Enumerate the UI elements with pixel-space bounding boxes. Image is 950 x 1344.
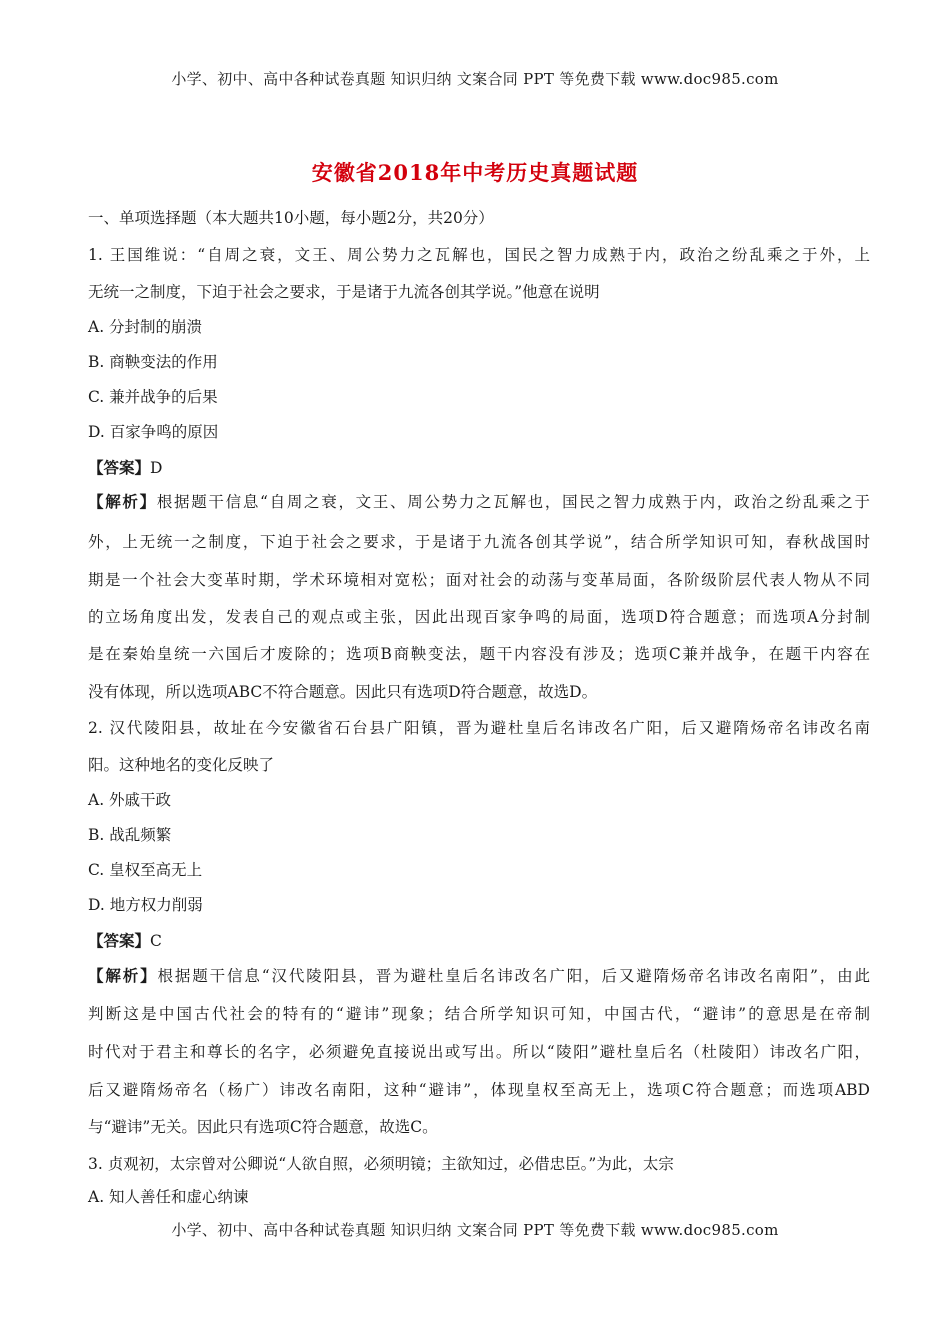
q2-option-a: A. 外戚干政 [88, 791, 172, 809]
q1-stem-line: 1. 王国维说：“自周之衰，文王、周公势力之瓦解也，国民之智力成熟于内，政治之纷乱乘之于外，上 [88, 246, 870, 264]
q1-answer [88, 458, 162, 478]
analysis-tag: 【解析】 [88, 966, 158, 985]
q1-option-d: D. 百家争鸣的原因 [88, 423, 219, 441]
q1-analysis-line [88, 492, 870, 512]
answer-tag: 【答案】 [88, 931, 151, 950]
q1-analysis-line: 期是一个社会大变革时期，学术环境相对宽松；面对社会的动荡与变革局面，各阶级阶层代表人物从不同 [88, 571, 870, 589]
q2-option-c: C. 皇权至高无上 [88, 861, 203, 879]
q1-analysis-line: 的立场角度出发，发表自己的观点或主张，因此出现百家争鸣的局面，选项D符合题意；而选项A分封制 [88, 608, 870, 626]
q2-analysis-line: 后又避隋炀帝名（杨广）讳改名南阳，这种“避讳”，体现皇权至高无上，选项C符合题意；而选项ABD [88, 1081, 870, 1099]
q1-stem-line: 无统一之制度，下迫于社会之要求，于是诸于九流各创其学说。”他意在说明 [88, 283, 600, 301]
q1-option-c: C. 兼并战争的后果 [88, 388, 218, 406]
q1-answer-value: D [150, 459, 163, 477]
section-heading: 一、单项选择题（本大题共10小题，每小题2分，共20分） [88, 209, 494, 227]
q2-analysis-line [88, 966, 870, 986]
q2-stem-line: 阳。这种地名的变化反映了 [88, 756, 275, 774]
q1-analysis-line: 没有体现，所以选项ABC不符合题意。因此只有选项D符合题意，故选D。 [88, 683, 598, 701]
q2-option-d: D. 地方权力削弱 [88, 896, 203, 914]
q1-option-a: A. 分封制的崩溃 [88, 318, 203, 336]
q1-analysis-line: 是在秦始皇统一六国后才废除的；选项B商鞅变法，题干内容没有涉及；选项C兼并战争，在题干内容在 [88, 645, 870, 663]
q2-analysis-line: 判断这是中国古代社会的特有的“避讳”现象；结合所学知识可知，中国古代，“避讳”的意思是在帝制 [88, 1005, 870, 1023]
page-title: 安徽省2018年中考历史真题试题 [311, 160, 639, 185]
analysis-tag: 【解析】 [88, 492, 157, 511]
page-footer: 小学、初中、高中各种试卷真题 知识归纳 文案合同 PPT 等免费下载 www.doc985.com [171, 1221, 779, 1239]
q2-answer [88, 931, 162, 951]
q3-stem-line: 3. 贞观初，太宗曾对公卿说“人欲自照，必须明镜；主欲知过，必借忠臣。”为此，太宗 [88, 1155, 674, 1173]
page-header: 小学、初中、高中各种试卷真题 知识归纳 文案合同 PPT 等免费下载 www.doc985.com [171, 70, 779, 88]
answer-tag: 【答案】 [88, 458, 151, 477]
q2-option-b: B. 战乱频繁 [88, 826, 172, 844]
q2-analysis-line: 时代对于君主和尊长的名字，必须避免直接说出或写出。所以“陵阳”避杜皇后名（杜陵阳）讳改名广阳， [88, 1043, 870, 1061]
q2-stem-line: 2. 汉代陵阳县，故址在今安徽省石台县广阳镇，晋为避杜皇后名讳改名广阳，后又避隋炀帝名讳改名南 [88, 719, 870, 737]
q2-analysis-line: 与“避讳”无关。因此只有选项C符合题意，故选C。 [88, 1118, 438, 1136]
q1-analysis-line: 外，上无统一之制度，下迫于社会之要求，于是诸于九流各创其学说”，结合所学知识可知，春秋战国时 [88, 533, 870, 551]
q2-answer-value: C [150, 932, 162, 950]
q1-analysis-text: 根据题干信息“自周之衰，文王、周公势力之瓦解也，国民之智力成熟于内，政治之纷乱乘之于 [156, 493, 870, 511]
q3-option-a: A. 知人善任和虚心纳谏 [88, 1188, 249, 1206]
q2-analysis-text: 根据题干信息“汉代陵阳县，晋为避杜皇后名讳改名广阳，后又避隋炀帝名讳改名南阳”，由此 [157, 967, 870, 985]
q1-option-b: B. 商鞅变法的作用 [88, 353, 218, 371]
